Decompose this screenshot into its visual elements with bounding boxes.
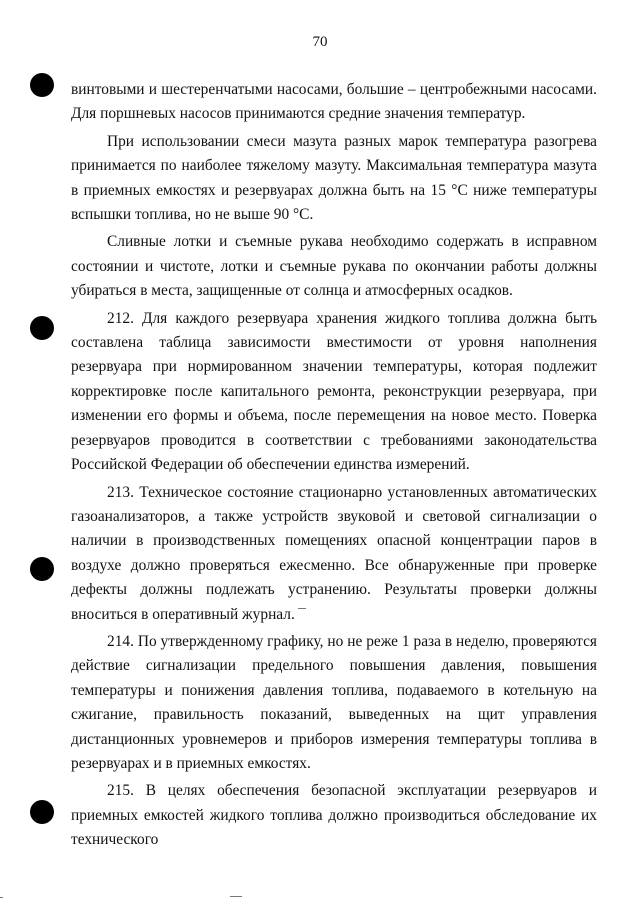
scan-artifact bbox=[230, 896, 242, 897]
body-text bbox=[71, 78, 597, 856]
paragraph-215: 215. В целях обеспечения безопасной эксплуатации резервуаров и приемных емкостей жидкого топлива должно производиться обследование их технического bbox=[71, 782, 597, 849]
punch-hole bbox=[30, 800, 54, 824]
paragraph-213: 213. Техническое состояние стационарно установленных автоматических газоанализаторов, а также устройств звуковой и световой сигнализации о наличии в производственных помещениях опасной концентрации паров в воздухе должно проверяться ежесменно. Все обнаруженные при проверке дефекты должны подлежать устранению. Результаты проверки должны вноситься в оперативный журнал. bbox=[71, 483, 597, 623]
punch-hole bbox=[30, 557, 54, 581]
paragraph-214: 214. По утвержденному графику, но не реже 1 раза в неделю, проверяются действие сигнализации предельного повышения давления, повышения температуры и понижения давления топлива, подаваемого в котельную на сжигание, правильность показаний, выведенных на щит управления дистанционных уровнемеров и приборов измерения температуры топлива в резервуарах и в приемных емкостях. bbox=[71, 632, 597, 772]
paragraph-212: 212. Для каждого резервуара хранения жидкого топлива должна быть составлена таблица зависимости вместимости от уровня наполнения резервуара при нормированном значении температуры, которая подлежит корректировке после капитального ремонта, реконструкции резервуара, при изменении его формы и объема, после перемещения на новое место. Поверка резервуаров проводится в соответствии с требованиями законодательства Российской Федерации об обеспечении единства измерений. bbox=[71, 309, 597, 474]
scan-artifact bbox=[0, 897, 3, 898]
punch-hole bbox=[30, 73, 54, 97]
paragraph-continuation: винтовыми и шестеренчатыми насосами, большие – центробежными насосами. Для поршневых насосов принимаются средние значения температур. bbox=[71, 81, 597, 123]
page-number: 70 bbox=[312, 34, 328, 50]
paragraph-drain-trays: Сливные лотки и съемные рукава необходимо содержать в исправном состоянии и чистоте, лотки и съемные рукава по окончании работы должны убираться в места, защищенные от солнца и атмосферных осадков. bbox=[71, 233, 597, 300]
paragraph-mazut-temperature: При использовании смеси мазута разных марок температура разогрева принимается по наиболее тяжелому мазуту. Максимальная температура мазута в приемных емкостях и резервуарах должна быть на 15 °С ниже температуры вспышки топлива, но не выше 90 °С. bbox=[71, 132, 597, 224]
punch-hole bbox=[30, 316, 54, 340]
